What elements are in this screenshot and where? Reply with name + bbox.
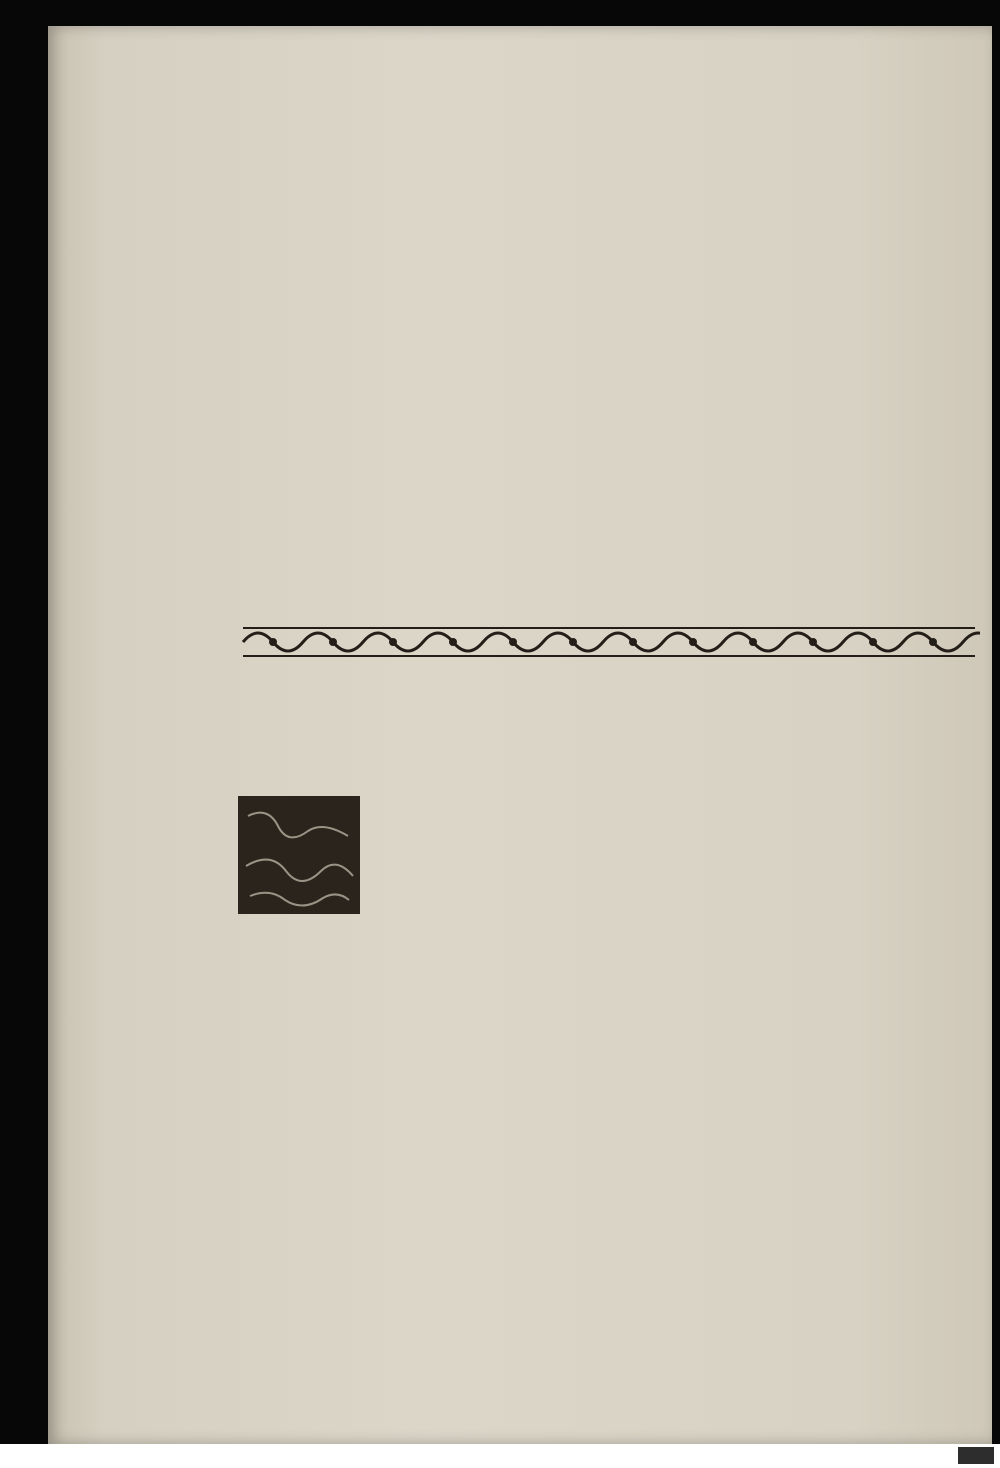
dfg-logo (958, 1447, 994, 1464)
book-page (48, 26, 992, 1444)
decorated-initial-icon (238, 796, 360, 914)
footer-bar (0, 1444, 1000, 1468)
running-head (238, 84, 978, 124)
ornament-band-icon (238, 620, 980, 664)
